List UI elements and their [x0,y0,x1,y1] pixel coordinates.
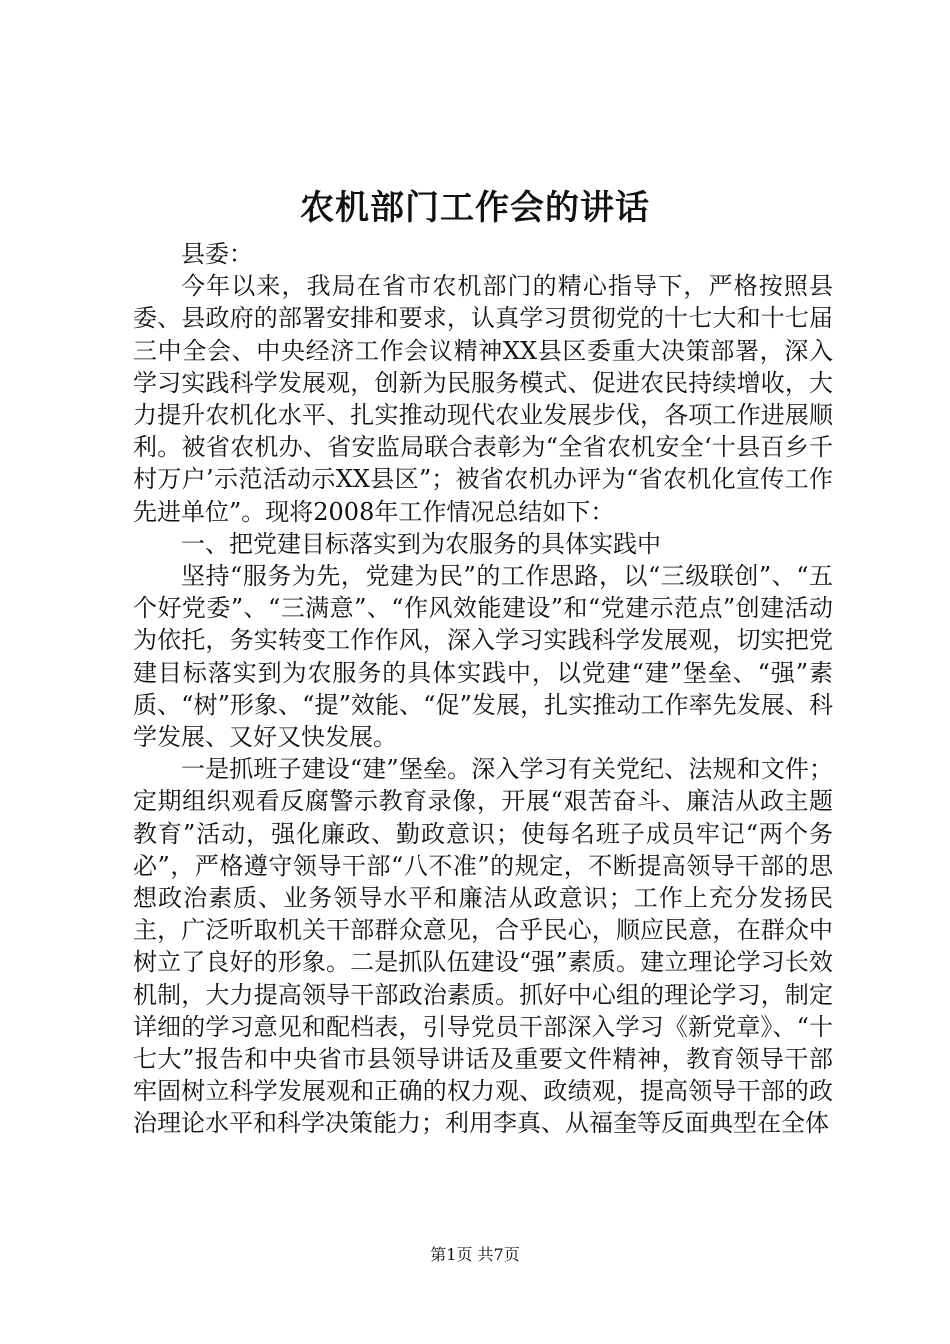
section-heading: 一、把党建目标落实到为农服务的具体实践中 [181,529,661,558]
document-body [133,238,833,1140]
body-paragraph: 今年以来，我局在省市农机部门的精心指导下，严格按照县委、县政府的部署安排和要求，认真学习贯彻党的十七大和十七届三中全会、中央经济工作会议精神XX县区委重大决策部署，深入学习实践科学发展观，创新为民服务模式、促进农民持续增收，大力提升农机化水平、扎实推动现代农业发展步伐，各项工作进展顺利。被省农机办、省安监局联合表彰为“全省农机安全‘十县百乡千村万户’示范活动示XX县区”；被省农机办评为“省农机化宣传工作先进单位”。现将2008年工作情况总结如下： [133,272,833,526]
body-paragraph: 一是抓班子建设“建”堡垒。深入学习有关党纪、法规和文件；定期组织观看反腐警示教育录像，开展“艰苦奋斗、廉洁从政主题教育”活动，强化廉政、勤政意识；使每名班子成员牢记“两个务必”，严格遵守领导干部“八不准”的规定，不断提高领导干部的思想政治素质、业务领导水平和廉洁从政意识；工作上充分发扬民主，广泛听取机关干部群众意见，合乎民心，顺应民意，在群众中树立了良好的形象。二是抓队伍建设“强”素质。建立理论学习长效机制，大力提高领导干部政治素质。抓好中心组的理论学习，制定详细的学习意见和配档表，引导党员干部深入学习《新党章》、“十七大”报告和中央省市县领导讲话及重要文件精神，教育领导干部牢固树立科学发展观和正确的权力观、政绩观，提高领导干部的政治理论水平和科学决策能力；利用李真、从福奎等反面典型在全体 [133,755,833,1138]
body-paragraph: 坚持“服务为先，党建为民”的工作思路，以“三级联创”、“五个好党委”、“三满意”、“作风效能建设”和“党建示范点”创建活动为依托，务实转变工作作风，深入学习实践科学发展观，切实把党建目标落实到为农服务的具体实践中，以党建“建”堡垒、“强”素质、“树”形象、“提”效能、“促”发展，扎实推动工作率先发展、科学发展、又好又快发展。 [133,562,833,752]
document-title: 农机部门工作会的讲话 [300,188,650,228]
salutation: 县委： [181,240,253,268]
page-footer: 第1页 共7页 [430,1245,520,1264]
